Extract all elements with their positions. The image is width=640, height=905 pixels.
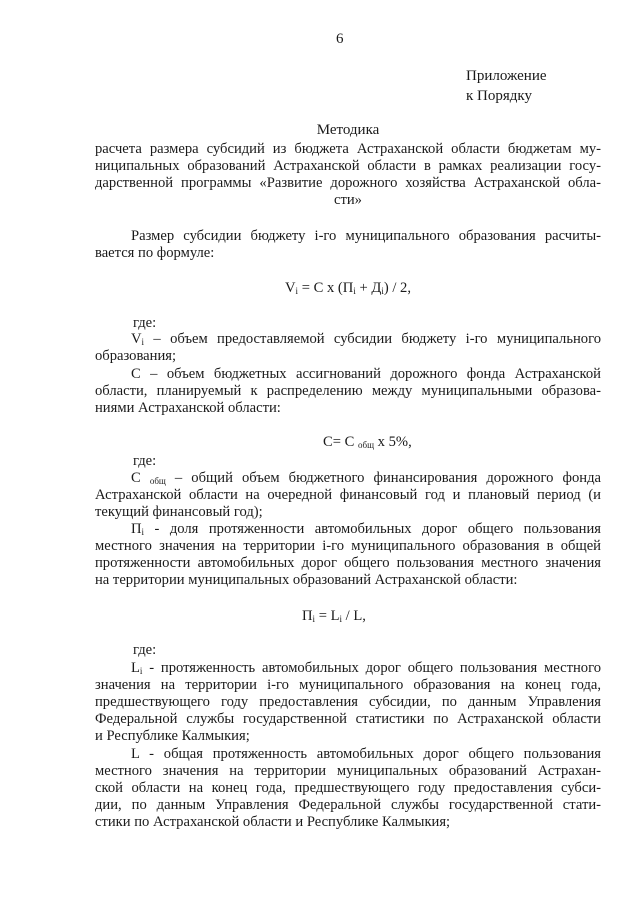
pi-definition-line: протяженности автомобильных дорог общего пользования местного значения <box>95 555 601 571</box>
li-definition-line: и Республике Калмыкия; <box>95 728 250 744</box>
l-definition-line: L - общая протяженность автомобильных дорог общего пользования <box>131 746 601 762</box>
pi-definition-line: местного значения на территории i-го муниципального образования в общей <box>95 538 601 554</box>
formula-c: С= С $_{общ}$ x 5%, <box>323 434 412 450</box>
li-definition-line: значения на территории i-го муниципального образования на конец года, <box>95 677 601 693</box>
formula-pi: $П_i = L_i / L$, <box>302 608 366 624</box>
subtitle-line: расчета размера субсидий из бюджета Астраханской области бюджетам му- <box>95 141 601 157</box>
where-label: где: <box>133 642 157 658</box>
l-definition-line: ской области на конец года, предшествующего году предоставления субси- <box>95 780 601 796</box>
pi-definition-line: на территории муниципальных образований Астраханской области: <box>95 572 518 588</box>
vi-definition-line: $V_i$ – объем предоставляемой субсидии бюджету i-го муниципального <box>131 331 601 347</box>
c-definition-line: С – объем бюджетных ассигнований дорожного фонда Астраханской <box>131 366 601 382</box>
where-label: где: <box>133 315 157 331</box>
l-definition-line: местного значения на территории муниципальных образований Астрахан- <box>95 763 601 779</box>
pi-definition-line: $П_i$ - доля протяженности автомобильных дорог общего пользования <box>131 521 601 537</box>
c-definition-line: ниями Астраханской области: <box>95 400 281 416</box>
subtitle-line: дарственной программы «Развитие дорожного хозяйства Астраханской обла- <box>95 175 601 191</box>
c-definition-line: области, планируемый к распределению между муниципальными образова- <box>95 383 601 399</box>
li-definition-line: Федеральной службы государственной статистики по Астраханской области <box>95 711 601 727</box>
l-definition-line: дии, по данным Управления Федеральной службы государственной стати- <box>95 797 601 813</box>
cobsh-definition-line: Астраханской области на очередной финансовый год и плановый период (и <box>95 487 601 503</box>
intro-line: Размер субсидии бюджету i-го муниципального образования расчиты- <box>131 228 601 244</box>
formula-vi: $V_i = C$ x $(П_i + Д_i) / 2$, <box>285 280 412 296</box>
appendix-line-2: к Порядку <box>466 88 532 104</box>
cobsh-definition-line: текущий финансовый год); <box>95 504 263 520</box>
cobsh-definition-line: С $_{общ}$ – общий объем бюджетного финансирования дорожного фонда <box>131 470 601 486</box>
page-number: 6 <box>336 31 344 47</box>
vi-definition-line: образования; <box>95 348 177 364</box>
intro-line: вается по формуле: <box>95 245 215 261</box>
li-definition-line: предшествующего году предоставления субсидии, по данным Управления <box>95 694 601 710</box>
document-title: Методика <box>316 122 380 138</box>
li-definition-line: $L_i$ - протяженность автомобильных дорог общего пользования местного <box>131 660 601 676</box>
l-definition-line: стики по Астраханской области и Республике Калмыкия; <box>95 814 451 830</box>
subtitle-line: ниципальных образований Астраханской области в рамках реализации госу- <box>95 158 601 174</box>
subtitle-line: сти» <box>334 192 362 208</box>
where-label: где: <box>133 453 157 469</box>
appendix-line-1: Приложение <box>466 68 547 84</box>
